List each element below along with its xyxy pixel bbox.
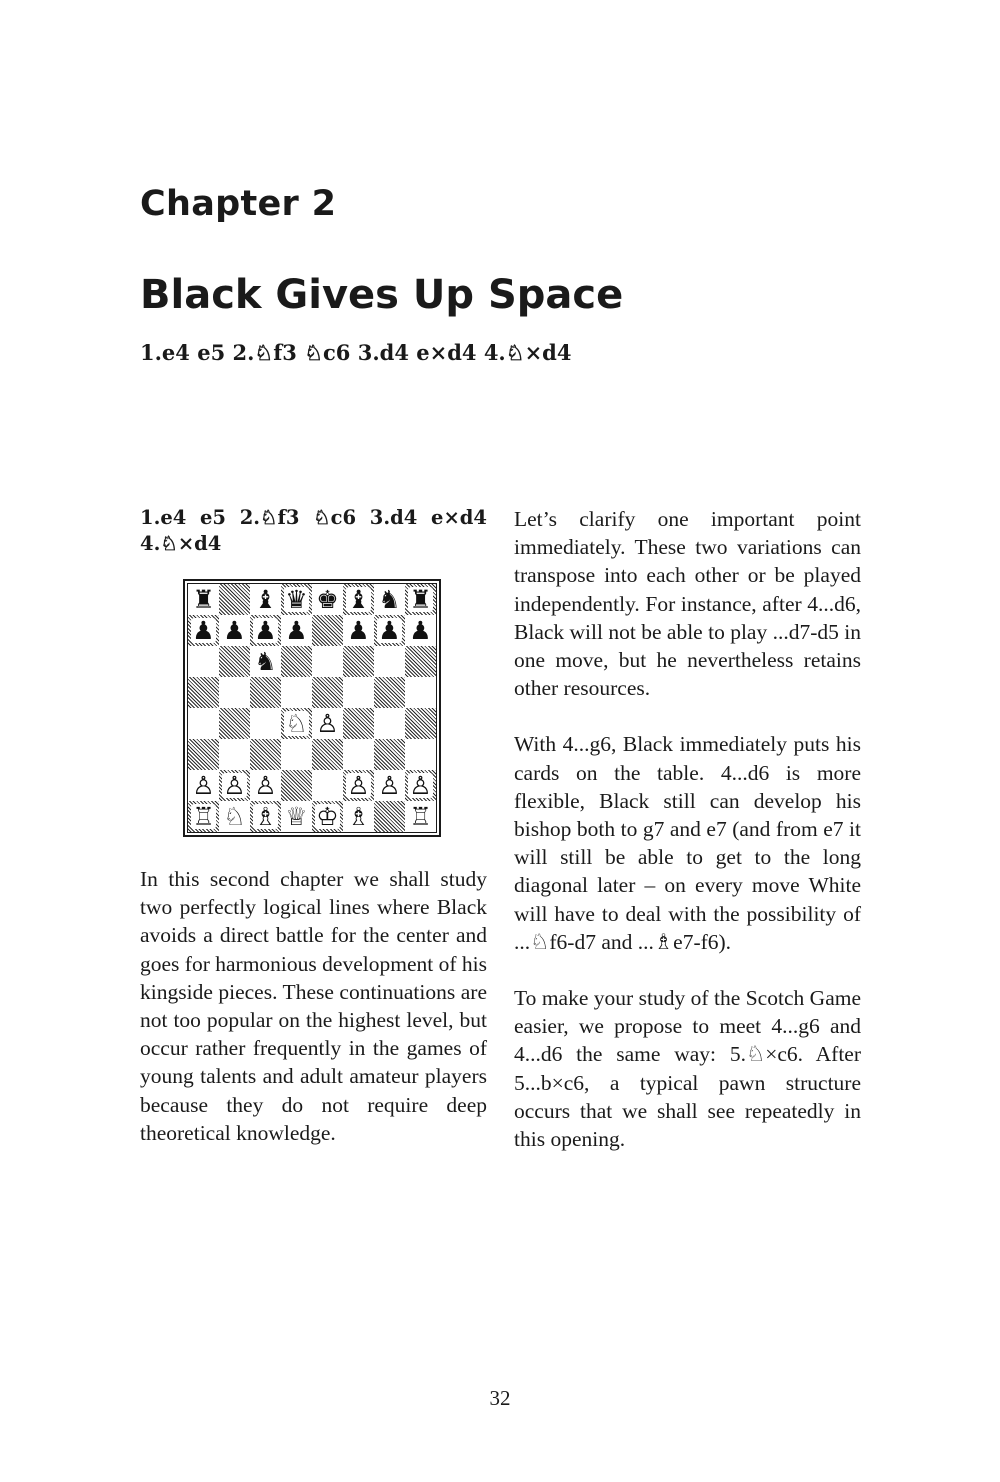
square-e8 (312, 584, 343, 615)
square-f4 (343, 708, 374, 739)
chess-piece: ♟ (409, 616, 432, 645)
square-d4 (281, 708, 312, 739)
chess-piece: ♚ (316, 585, 339, 614)
chapter-label: Chapter 2 (140, 184, 337, 224)
square-f7 (343, 615, 374, 646)
chess-piece: ♟ (285, 616, 308, 645)
chess-piece: ♝ (254, 585, 277, 614)
square-b3 (219, 739, 250, 770)
square-e5 (312, 677, 343, 708)
square-e7 (312, 615, 343, 646)
chess-piece: ♔ (316, 802, 339, 831)
chess-piece: ♙ (316, 709, 339, 738)
chess-piece: ♙ (223, 771, 246, 800)
square-b7 (219, 615, 250, 646)
square-d3 (281, 739, 312, 770)
square-a7 (188, 615, 219, 646)
chess-board (187, 583, 437, 833)
square-g5 (374, 677, 405, 708)
chess-piece: ♕ (285, 802, 308, 831)
paragraph-g6-d6: With 4...g6, Black immediately puts his cards on the table. 4...d6 is more flexible, Black still can develop his bishop both to g7 and e7 (and from e7 it will still be able to get to the long diagonal later – on every move White will have to deal with the possibility of ...♘f6-d7 and ...♗e7-f6). (514, 732, 861, 954)
chapter-title: Black Gives Up Space (140, 272, 624, 318)
square-h8 (405, 584, 436, 615)
square-g2 (374, 770, 405, 801)
square-c1 (250, 801, 281, 832)
chess-piece: ♞ (378, 585, 401, 614)
square-d5 (281, 677, 312, 708)
square-g6 (374, 646, 405, 677)
page-number: 32 (489, 1386, 511, 1410)
square-f1 (343, 801, 374, 832)
diagram-caption: 1.e4 e5 2.♘f3 ♘c6 3.d4 e×d4 4.♘×d4 (140, 506, 487, 555)
square-b6 (219, 646, 250, 677)
square-c6 (250, 646, 281, 677)
chess-piece: ♜ (192, 585, 215, 614)
square-b5 (219, 677, 250, 708)
square-h3 (405, 739, 436, 770)
chess-piece: ♖ (409, 802, 432, 831)
square-c7 (250, 615, 281, 646)
right-column (514, 505, 861, 1153)
square-f5 (343, 677, 374, 708)
chess-piece: ♛ (285, 585, 308, 614)
square-c4 (250, 708, 281, 739)
square-e1 (312, 801, 343, 832)
chess-piece: ♟ (192, 616, 215, 645)
square-b4 (219, 708, 250, 739)
square-g1 (374, 801, 405, 832)
square-e2 (312, 770, 343, 801)
square-h6 (405, 646, 436, 677)
chess-piece: ♗ (254, 802, 277, 831)
chess-piece: ♗ (347, 802, 370, 831)
square-a4 (188, 708, 219, 739)
chess-piece: ♙ (409, 771, 432, 800)
chess-piece: ♜ (409, 585, 432, 614)
square-h7 (405, 615, 436, 646)
square-h5 (405, 677, 436, 708)
square-b2 (219, 770, 250, 801)
chapter-move-sequence: 1.e4 e5 2.♘f3 ♘c6 3.d4 e×d4 4.♘×d4 (140, 340, 572, 365)
square-h1 (405, 801, 436, 832)
square-b8 (219, 584, 250, 615)
chess-piece: ♖ (192, 802, 215, 831)
square-d2 (281, 770, 312, 801)
chess-piece: ♞ (254, 647, 277, 676)
square-c5 (250, 677, 281, 708)
square-e6 (312, 646, 343, 677)
square-a2 (188, 770, 219, 801)
square-h2 (405, 770, 436, 801)
square-h4 (405, 708, 436, 739)
square-d1 (281, 801, 312, 832)
intro-paragraph: In this second chapter we shall study two perfectly logical lines where Black avoids a direct battle for the center and goes for harmonious development of his kingside pieces. These continuations are not too popular on the highest level, but occur rather frequently in the games of young talents and adult amateur players because they do not require deep theoretical knowledge. (140, 867, 487, 1145)
chess-piece: ♟ (254, 616, 277, 645)
square-d7 (281, 615, 312, 646)
chess-piece: ♟ (378, 616, 401, 645)
square-g4 (374, 708, 405, 739)
chess-piece: ♙ (347, 771, 370, 800)
chess-piece: ♙ (378, 771, 401, 800)
square-f6 (343, 646, 374, 677)
square-c3 (250, 739, 281, 770)
square-f3 (343, 739, 374, 770)
chess-piece: ♘ (285, 709, 308, 738)
chess-piece: ♘ (223, 802, 246, 831)
paragraph-transposition: Let’s clarify one important point immediately. These two variations can transpose into each other or be played independently. For instance, after 4...d6, Black will not be able to play ...d7-d5 in one move, but he nevertheless retains other resources. (514, 507, 861, 701)
square-c2 (250, 770, 281, 801)
square-g8 (374, 584, 405, 615)
chess-piece: ♙ (192, 771, 215, 800)
square-d8 (281, 584, 312, 615)
chess-piece: ♙ (254, 771, 277, 800)
square-a6 (188, 646, 219, 677)
square-g3 (374, 739, 405, 770)
square-a8 (188, 584, 219, 615)
square-e3 (312, 739, 343, 770)
chess-piece: ♟ (347, 616, 370, 645)
chess-piece: ♝ (347, 585, 370, 614)
square-b1 (219, 801, 250, 832)
chess-piece: ♟ (223, 616, 246, 645)
paragraph-recommendation: To make your study of the Scotch Game easier, we propose to meet 4...g6 and 4...d6 the same way: 5.♘×c6. After 5...b×c6, a typical pawn structure occurs that we shall see repeatedly in this opening. (514, 986, 861, 1152)
square-a5 (188, 677, 219, 708)
left-column (140, 505, 487, 1147)
square-d6 (281, 646, 312, 677)
chess-diagram (183, 579, 441, 837)
square-g7 (374, 615, 405, 646)
square-e4 (312, 708, 343, 739)
square-f8 (343, 584, 374, 615)
square-a3 (188, 739, 219, 770)
square-c8 (250, 584, 281, 615)
square-f2 (343, 770, 374, 801)
square-a1 (188, 801, 219, 832)
